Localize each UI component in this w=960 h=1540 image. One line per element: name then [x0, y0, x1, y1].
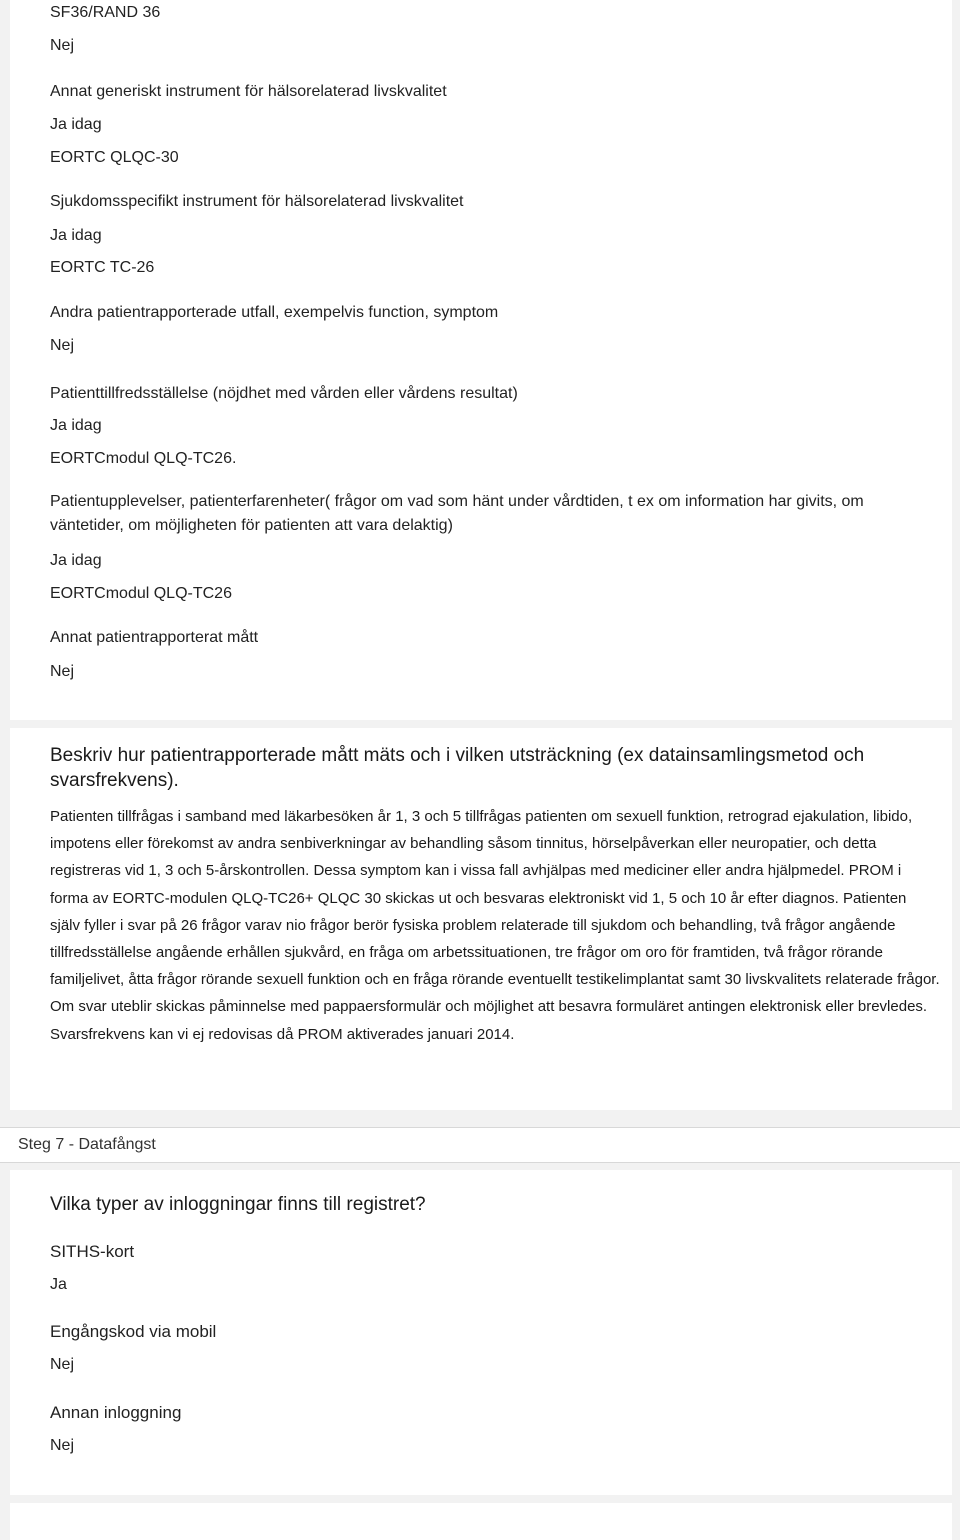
answer-value: Ja idag [50, 116, 102, 133]
prom-description-card [10, 728, 952, 1110]
instrument-detail: EORTCmodul QLQ-TC26 [50, 585, 232, 602]
prom-instruments-card [10, 0, 952, 720]
login-type-label: SITHS-kort [50, 1242, 135, 1261]
step-title: Steg 7 - Datafångst [18, 1136, 156, 1153]
instrument-name: Andra patientrapporterade utfall, exempelvis function, symptom [50, 304, 499, 321]
instrument-detail: EORTCmodul QLQ-TC26. [50, 450, 237, 467]
login-type-value: Nej [50, 1356, 75, 1373]
answer-value: Nej [50, 663, 75, 680]
question-heading: Beskriv hur patientrapporterade mått mäts och i vilken utsträckning (ex datainsamlingsmetod och svarsfrekvens). [50, 745, 865, 791]
answer-value: Nej [50, 37, 75, 54]
login-type-label: Engångskod via mobil [50, 1322, 217, 1341]
answer-value: Nej [50, 337, 75, 354]
answer-value: Ja idag [50, 552, 102, 569]
question-heading: Vilka typer av inloggningar finns till registret? [50, 1194, 426, 1215]
instrument-name: Patientupplevelser, patienterfarenheter( frågor om vad som hänt under vårdtiden, t ex om information har givits, om väntetider, om möjligheten för patienten att vara delaktig) [50, 493, 864, 534]
answer-value: Ja idag [50, 227, 102, 244]
instrument-name: Annat patientrapporterat mått [50, 629, 259, 646]
instrument-name: Patienttillfredsställelse (nöjdhet med vården eller vårdens resultat) [50, 385, 518, 402]
step-header [0, 1127, 960, 1163]
instrument-name: SF36/RAND 36 [50, 4, 161, 21]
instrument-detail: EORTC TC-26 [50, 259, 155, 276]
login-type-label: Annan inloggning [50, 1403, 182, 1422]
answer-paragraph: Patienten tillfrågas i samband med läkarbesöken år 1, 3 och 5 tillfrågas patienten om sexuell funktion, retrograd ejakulation, libido, impotens eller förekomst av andra senbiverkningar av behandling såsom tinnitus, hörselpåverkan eller neuropatier, och detta registreras vid 1, 3 och 5-årskontrollen. Dessa symptom kan i vissa fall avhjälpas med mediciner eller andra hjälpmedel. PROM i forma av EORTC-modulen QLQ-TC26+ QLQC 30 skickas ut och besvaras elektroniskt vid 1, 5 och 10 år efter diagnos. Patienten själv fyller i svar på 26 frågor varav nio frågor berör fysiska problem relaterade till sjukdom och behandling, två frågor angående tillfredsställelse angående erhållen sjukvård, en fråga om arbetssituationen, tre frågor om oro för framtiden, två frågor rörande familjelivet, åtta frågor rörande sexuell funktion och en fråga rörande eventuellt testikelimplantat samt 30 livskvalitets relaterade frågor. Om svar uteblir skickas påminnelse med pappaersformulär och möjlighet att besavra formuläret antingen elektronisk eller brevledes. Svarsfrekvens kan vi ej redovisas då PROM aktiverades januari 2014. [50, 808, 940, 1043]
login-type-value: Nej [50, 1437, 75, 1454]
instrument-name: Annat generiskt instrument för hälsorelaterad livskvalitet [50, 83, 447, 100]
login-type-value: Ja [50, 1276, 67, 1293]
login-types-card [10, 1170, 952, 1495]
instrument-name: Sjukdomsspecifikt instrument för hälsorelaterad livskvalitet [50, 193, 464, 210]
instrument-detail: EORTC QLQC-30 [50, 149, 179, 166]
answer-value: Ja idag [50, 417, 102, 434]
next-card [10, 1503, 952, 1540]
